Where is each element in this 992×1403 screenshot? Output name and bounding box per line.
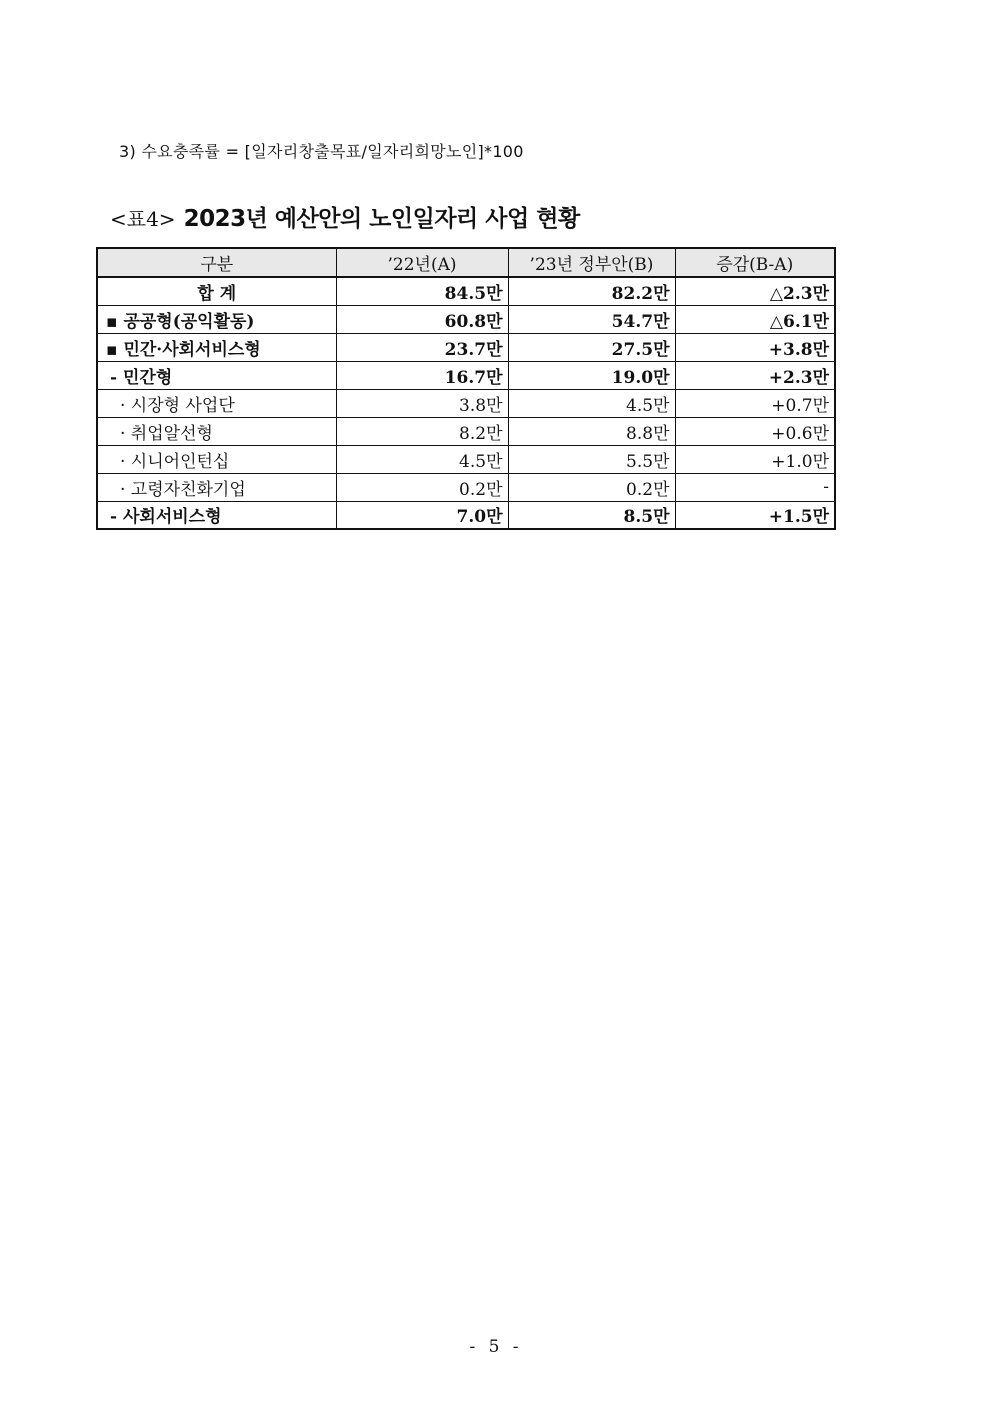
value-change: △2.3만 [675, 277, 835, 305]
value-2023: 8.5만 [508, 501, 675, 529]
table-row-private-social [97, 333, 835, 361]
value-2023: 4.5만 [508, 389, 675, 417]
footnote-demand-rate: 3) 수요충족률 = [일자리창출목표/일자리희망노인]*100 [119, 142, 524, 161]
table-row-public [97, 305, 835, 333]
table-row-senior-internship [97, 445, 835, 473]
table-header-row [97, 248, 835, 277]
value-2023: 82.2만 [508, 277, 675, 305]
header-category: 구분 [97, 248, 336, 277]
value-2022: 16.7만 [336, 361, 508, 389]
page-number: - 5 - [469, 1337, 523, 1357]
value-2022: 7.0만 [336, 501, 508, 529]
value-2022: 4.5만 [336, 445, 508, 473]
value-change: +0.7만 [675, 389, 835, 417]
value-2023: 8.8만 [508, 417, 675, 445]
value-change: +0.6만 [675, 417, 835, 445]
table-number: <표4> [110, 207, 176, 231]
header-2022: ’22년(A) [336, 248, 508, 277]
value-change: +1.0만 [675, 445, 835, 473]
table-row-job-placement [97, 417, 835, 445]
value-change: - [675, 473, 835, 501]
value-change: +2.3만 [675, 361, 835, 389]
header-change: 증감(B-A) [675, 248, 835, 277]
value-change: △6.1만 [675, 305, 835, 333]
table-row-total [97, 277, 835, 305]
value-2022: 0.2만 [336, 473, 508, 501]
value-change: +3.8만 [675, 333, 835, 361]
value-2023: 27.5만 [508, 333, 675, 361]
row-label: · 시장형 사업단 [97, 389, 336, 417]
value-2022: 60.8만 [336, 305, 508, 333]
table-title [110, 200, 580, 233]
row-label: 합 계 [97, 277, 336, 305]
value-2022: 23.7만 [336, 333, 508, 361]
value-2022: 8.2만 [336, 417, 508, 445]
row-label: · 시니어인턴십 [97, 445, 336, 473]
table-row-market [97, 389, 835, 417]
elderly-jobs-budget-table [96, 247, 836, 530]
value-2023: 5.5만 [508, 445, 675, 473]
table-row-private [97, 361, 835, 389]
table-title-text: 2023년 예산안의 노인일자리 사업 현황 [183, 206, 580, 232]
table-row-social-service [97, 501, 835, 529]
row-label: · 취업알선형 [97, 417, 336, 445]
row-label: · 고령자친화기업 [97, 473, 336, 501]
row-label: - 사회서비스형 [97, 501, 336, 529]
value-2023: 54.7만 [508, 305, 675, 333]
header-2023-proposal: ’23년 정부안(B) [508, 248, 675, 277]
row-label: ▪ 민간·사회서비스형 [97, 333, 336, 361]
value-change: +1.5만 [675, 501, 835, 529]
value-2023: 0.2만 [508, 473, 675, 501]
row-label: - 민간형 [97, 361, 336, 389]
table-row-senior-friendly-company [97, 473, 835, 501]
value-2022: 3.8만 [336, 389, 508, 417]
row-label: ▪ 공공형(공익활동) [97, 305, 336, 333]
value-2022: 84.5만 [336, 277, 508, 305]
value-2023: 19.0만 [508, 361, 675, 389]
